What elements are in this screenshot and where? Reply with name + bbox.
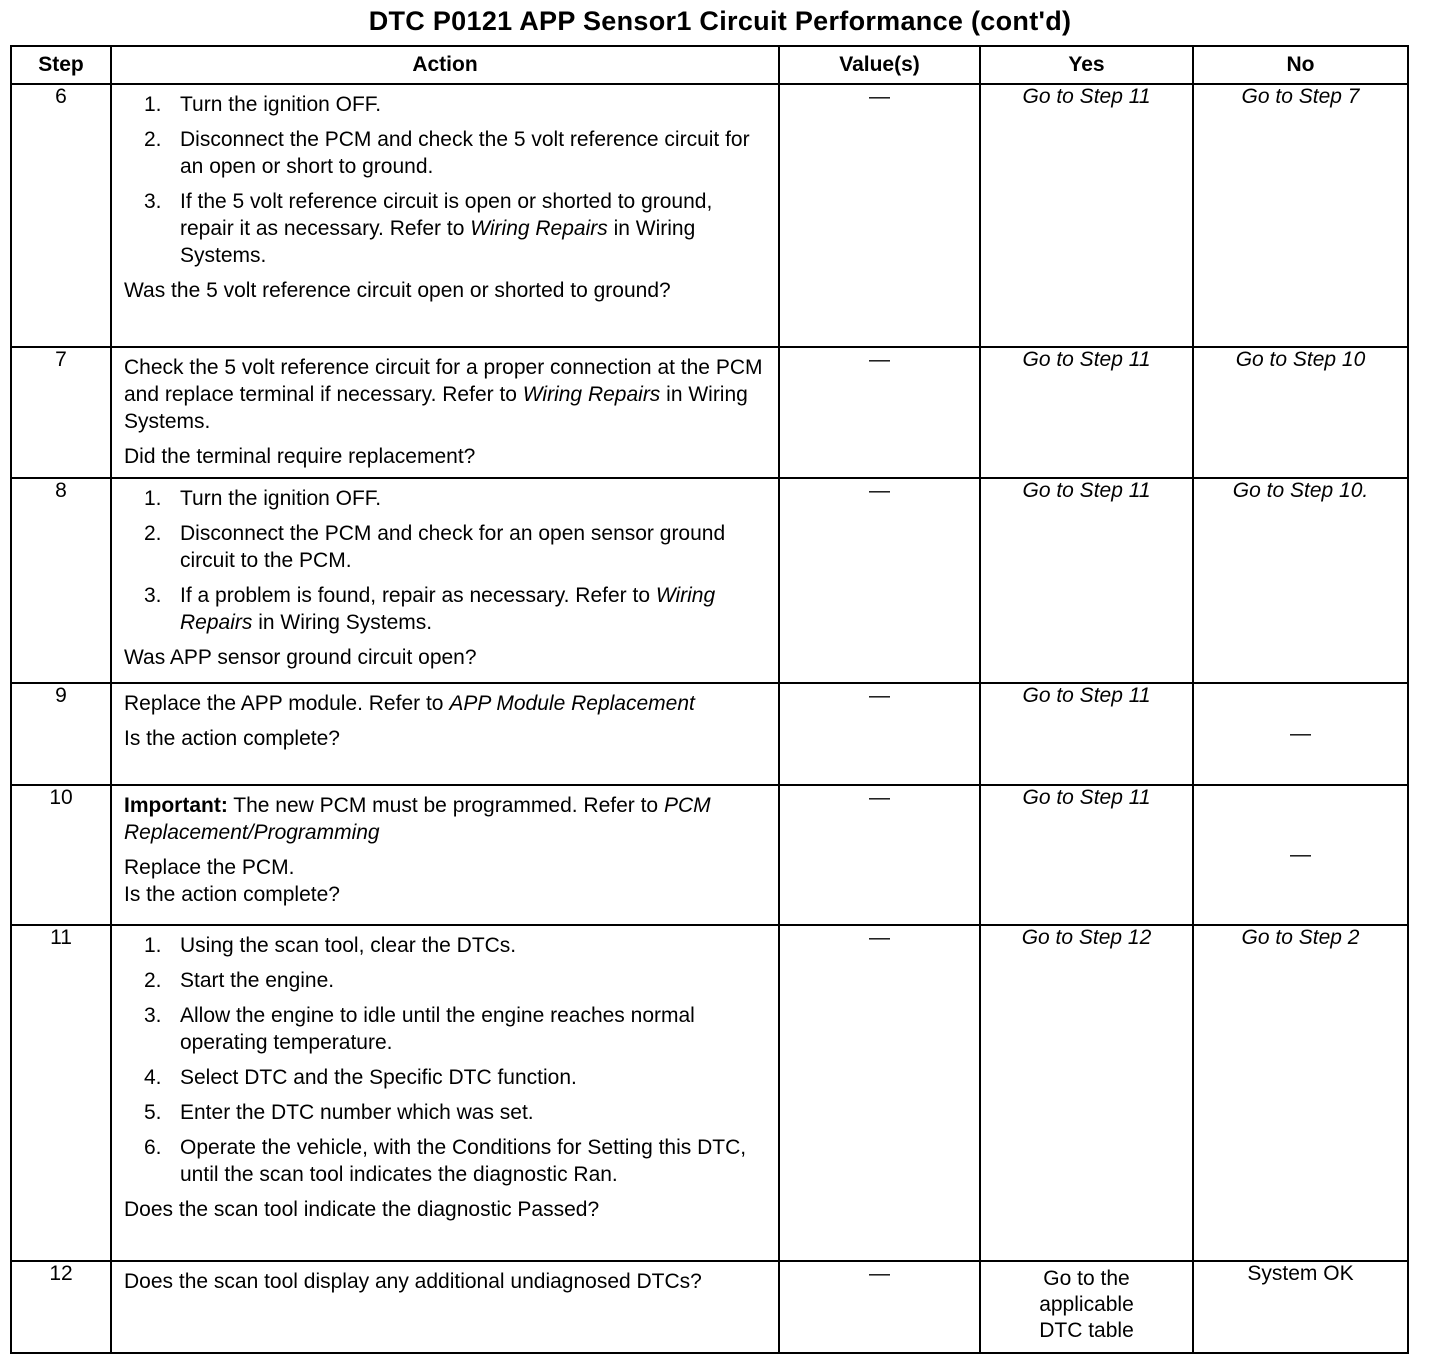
list-item: 2. Start the engine. — [144, 969, 335, 992]
no-cell: Go to Step 10 — [1193, 347, 1408, 478]
step-number: 8 — [11, 478, 111, 683]
yes-cell: Go to the applicable DTC table — [980, 1261, 1193, 1353]
reference-link: Wiring Repairs — [522, 383, 661, 406]
list-item: 1. Turn the ignition OFF. — [144, 93, 382, 116]
action-cell — [111, 478, 779, 683]
yes-cell: Go to Step 11 — [980, 478, 1193, 683]
question: Was the 5 volt reference circuit open or shorted to ground? — [124, 279, 671, 302]
action-cell: Important: The new PCM must be programmed. Refer to PCM Replacement/Programming Replace the PCM. Is the action complete? — [111, 785, 779, 925]
action-cell — [111, 84, 779, 347]
list-item: 2. Disconnect the PCM and check for an open sensor ground circuit to the PCM. — [144, 522, 726, 572]
table-row — [11, 925, 1408, 1261]
question: Was APP sensor ground circuit open? — [124, 646, 477, 669]
table-row — [11, 478, 1408, 683]
list-item: 3. If a problem is found, repair as necessary. Refer to Wiring Repairs in Wiring Systems. — [144, 584, 716, 634]
question: Does the scan tool display any additional undiagnosed DTCs? — [124, 1270, 702, 1293]
yes-cell: Go to Step 11 — [980, 84, 1193, 347]
list-item: 2. Disconnect the PCM and check the 5 volt reference circuit for an open or short to ground. — [144, 128, 750, 178]
value-cell: — — [779, 785, 980, 925]
step-number: 9 — [11, 683, 111, 785]
header-yes: Yes — [980, 46, 1193, 84]
step-number: 7 — [11, 347, 111, 478]
no-cell: System OK — [1193, 1261, 1408, 1353]
action-cell: Replace the APP module. Refer to APP Module Replacement Is the action complete? — [111, 683, 779, 785]
question: Did the terminal require replacement? — [124, 445, 476, 468]
list-item: 5. Enter the DTC number which was set. — [144, 1101, 534, 1124]
page-title: DTC P0121 APP Sensor1 Circuit Performance (cont'd) — [368, 6, 1072, 36]
table-row — [11, 347, 1408, 478]
step-number: 11 — [11, 925, 111, 1261]
step-number: 10 — [11, 785, 111, 925]
action-cell — [111, 1261, 779, 1353]
table-row — [11, 785, 1408, 925]
important-label: Important: — [124, 794, 228, 817]
table-row — [11, 1261, 1408, 1353]
no-cell: Go to Step 10. — [1193, 478, 1408, 683]
action-cell: Check the 5 volt reference circuit for a proper connection at the PCM and replace terminal if necessary. Refer to Wiring Repairs in Wiring Systems. Did the terminal require replacement? — [111, 347, 779, 478]
reference-link: APP Module Replacement — [449, 692, 695, 715]
value-cell: — — [779, 683, 980, 785]
no-cell: Go to Step 7 — [1193, 84, 1408, 347]
step-number: 6 — [11, 84, 111, 347]
list-item: 4. Select DTC and the Specific DTC function. — [144, 1066, 577, 1089]
yes-cell: Go to Step 11 — [980, 785, 1193, 925]
value-cell: — — [779, 925, 980, 1261]
action-cell — [111, 925, 779, 1261]
header-action: Action — [111, 46, 779, 84]
table-row — [11, 84, 1408, 347]
header-no: No — [1193, 46, 1408, 84]
question: Is the action complete? — [124, 727, 340, 750]
list-item: 1. Turn the ignition OFF. — [144, 487, 382, 510]
value-cell: — — [779, 347, 980, 478]
no-cell: Go to Step 2 — [1193, 925, 1408, 1261]
yes-cell: Go to Step 11 — [980, 683, 1193, 785]
question: Does the scan tool indicate the diagnostic Passed? — [124, 1198, 600, 1221]
list-item: 3. Allow the engine to idle until the engine reaches normal operating temperature. — [144, 1004, 695, 1054]
no-cell: — — [1193, 683, 1408, 785]
list-item: 1. Using the scan tool, clear the DTCs. — [144, 934, 517, 957]
reference-link: Wiring Repairs — [180, 584, 716, 634]
reference-link: Wiring Repairs — [470, 217, 608, 240]
dtc-table — [10, 45, 1409, 1354]
header-row — [11, 46, 1408, 84]
list-item: 6. Operate the vehicle, with the Conditions for Setting this DTC, until the scan tool indicates the diagnostic Ran. — [144, 1136, 747, 1186]
reference-link: PCM Replacement/Programming — [124, 794, 711, 844]
value-cell: — — [779, 84, 980, 347]
question: Is the action complete? — [124, 883, 340, 906]
header-values: Value(s) — [779, 46, 980, 84]
no-cell: — — [1193, 785, 1408, 925]
yes-cell: Go to Step 11 — [980, 347, 1193, 478]
yes-cell: Go to Step 12 — [980, 925, 1193, 1261]
list-item: 3. If the 5 volt reference circuit is open or shorted to ground, repair it as necessary. Refer to Wiring Repairs in Wiring Systems. — [144, 190, 713, 267]
value-cell: — — [779, 478, 980, 683]
value-cell: — — [779, 1261, 980, 1353]
header-step: Step — [11, 46, 111, 84]
table-row — [11, 683, 1408, 785]
step-number: 12 — [11, 1261, 111, 1353]
